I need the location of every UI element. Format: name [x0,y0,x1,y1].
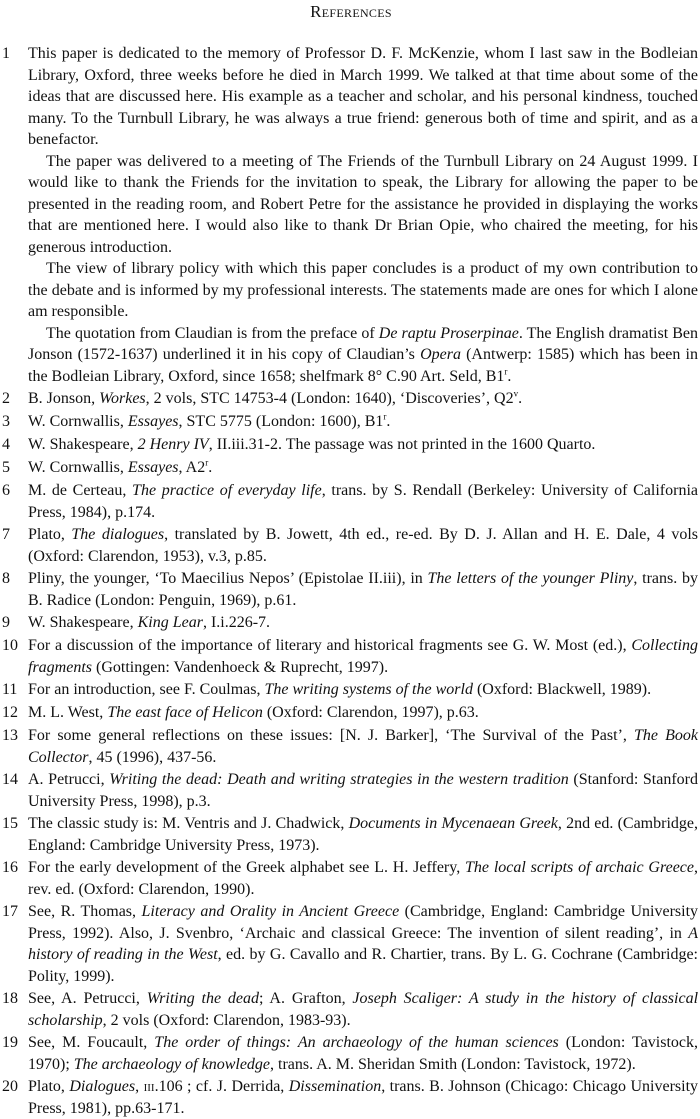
reference-number: 11 [2,681,18,698]
reference-item [2,988,700,1031]
reference-text [28,568,700,611]
reference-number: 7 [2,526,10,543]
reference-item [2,568,700,611]
reference-number: 3 [2,413,10,430]
reference-paragraph: The view of library policy with which this paper concludes is a product of my own contribution to the debate and is informed by my professional interests. The statements made are ones for which I alone am responsible. [28,260,698,320]
reference-text [28,524,700,567]
reference-text [28,457,700,479]
reference-item [2,813,700,856]
reference-item [2,524,700,567]
reference-item [2,1076,700,1119]
reference-paragraph: Plato, Dialogues, iii.106 ; cf. J. Derrida, Dissemination, trans. B. Johnson (Chicago: Chicago University Press, 1981), pp.63-171. [28,1078,699,1117]
reference-text [28,480,700,523]
reference-item [2,457,700,479]
reference-number: 17 [2,903,18,920]
reference-number: 10 [2,637,18,654]
reference-item [2,480,700,523]
reference-item [2,411,700,433]
reference-text [28,635,700,678]
reference-number: 13 [2,727,18,744]
reference-number: 18 [2,990,18,1007]
reference-paragraph: W. Shakespeare, King Lear, I.i.226-7. [28,614,271,631]
page-title: References [310,2,392,21]
reference-item [2,612,700,634]
reference-item [2,769,700,812]
reference-number: 8 [2,570,10,587]
reference-text [28,411,700,433]
reference-text [28,901,700,987]
reference-text [28,725,700,768]
reference-item [2,1032,700,1075]
reference-paragraph: The classic study is: M. Ventris and J. Chadwick, Documents in Mycenaean Greek, 2nd ed. (Cambridge, England: Cambridge University Press, 1973). [28,815,699,854]
reference-item [2,702,700,724]
reference-text [28,702,700,724]
reference-number: 12 [2,704,18,721]
reference-number: 9 [2,614,10,631]
reference-text [28,769,700,812]
reference-paragraph: W. Shakespeare, 2 Henry IV, II.iii.31-2. The passage was not printed in the 1600 Quarto. [28,436,596,453]
reference-text [28,434,700,456]
reference-text [28,679,700,701]
reference-item [2,635,700,678]
reference-paragraph: See, A. Petrucci, Writing the dead; A. Grafton, Joseph Scaliger: A study in the history of classical scholarship, 2 vols (Oxford: Clarendon, 1983-93). [28,990,699,1029]
references-list [2,43,700,1119]
reference-text [28,388,700,410]
reference-text [28,813,700,856]
reference-paragraph: Pliny, the younger, ‘To Maecilius Nepos’ (Epistolae II.iii), in The letters of the younger Pliny, trans. by B. Radice (London: Penguin, 1969), p.61. [28,570,698,609]
reference-number: 4 [2,436,10,453]
reference-text [28,612,700,634]
reference-paragraph: See, R. Thomas, Literacy and Orality in Ancient Greece (Cambridge, England: Cambridge University Press, 1992). Also, J. Svenbro, ‘Archaic and classical Greece: The invention of silent reading’, in A history of reading in the West, ed. by G. Cavallo and R. Chartier, trans. By L. G. Cochrane (Cambridge: Polity, 1999). [28,903,699,985]
reference-text [28,1076,700,1119]
reference-number: 14 [2,771,18,788]
reference-number: 2 [2,390,10,407]
reference-paragraph: For an introduction, see F. Coulmas, The writing systems of the world (Oxford: Blackwell, 1989). [28,681,652,698]
reference-number: 16 [2,859,18,876]
reference-item [2,679,700,701]
reference-number: 6 [2,482,10,499]
reference-number: 20 [2,1078,18,1095]
reference-paragraph: For the early development of the Greek alphabet see L. H. Jeffery, The local scripts of archaic Greece, rev. ed. (Oxford: Clarendon, 1990). [28,859,699,898]
reference-paragraph: M. de Certeau, The practice of everyday life, trans. by S. Rendall (Berkeley: University of California Press, 1984), p.174. [28,482,698,521]
reference-item [2,725,700,768]
reference-paragraph: A. Petrucci, Writing the dead: Death and writing strategies in the western tradition (Stanford: Stanford University Press, 1998), p.3. [28,771,699,810]
reference-paragraph: W. Cornwallis, Essayes, STC 5775 (London: 1600), B1$^r$. [28,411,391,430]
reference-item [2,434,700,456]
reference-paragraph: Plato, The dialogues, translated by B. Jowett, 4th ed., re-ed. By D. J. Allan and H. E. Dale, 4 vols (Oxford: Clarendon, 1953), v.3, p.85. [28,526,699,565]
reference-paragraph: This paper is dedicated to the memory of Professor D. F. McKenzie, whom I last saw in the Bodleian Library, Oxford, three weeks before he died in March 1999. We talked at that time about some of the ideas that are discussed here. His example as a teacher and scholar, and his personal kindness, touched many. To the Turnbull Library, he was always a true friend: generous both of time and spirit, and as a benefactor. [28,45,698,148]
reference-item [2,43,700,387]
reference-text [28,1032,700,1075]
reference-paragraph: For some general reflections on these issues: [N. J. Barker], ‘The Survival of the Past’, The Book Collector, 45 (1996), 437-56. [28,727,698,766]
reference-item [2,901,700,987]
reference-number: 5 [2,459,10,476]
reference-paragraph: M. L. West, The east face of Helicon (Oxford: Clarendon, 1997), p.63. [28,704,479,721]
reference-number: 1 [2,45,10,62]
reference-paragraph: See, M. Foucault, The order of things: An archaeology of the human sciences (London: Tavistock, 1970); The archaeology of knowledge, trans. A. M. Sheridan Smith (London: Tavistock, 1972). [28,1034,698,1073]
reference-text [28,988,700,1031]
reference-text [28,43,700,387]
reference-paragraph: The quotation from Claudian is from the preface of De raptu Proserpinae. The English dramatist Ben Jonson (1572-1637) underlined it in his copy of Claudian’s Opera (Antwerp: 1585) which has been in the Bodleian Library, Oxford, since 1658; shelfmark 8° C.90 Art. Seld, B1$^r$. [28,324,699,385]
reference-item [2,388,700,410]
reference-item [2,857,700,900]
reference-paragraph: W. Cornwallis, Essayes, A2$^r$. [28,457,213,476]
reference-paragraph: The paper was delivered to a meeting of The Friends of the Turnbull Library on 24 August 1999. I would like to thank the Friends for the invitation to speak, the Library for allowing the paper to be presented in the reading room, and Robert Petre for the assistance he provided in displaying the works that are mentioned here. I would also like to thank Dr Brian Opie, who chaired the meeting, for his generous introduction. [28,152,698,256]
reference-number: 15 [2,815,18,832]
reference-number: 19 [2,1034,18,1051]
reference-paragraph: For a discussion of the importance of literary and historical fragments see G. W. Most (ed.), Collecting fragments (Gottingen: Vandenhoeck & Ruprecht, 1997). [28,637,698,676]
reference-text [28,857,700,900]
reference-paragraph: B. Jonson, Workes, 2 vols, STC 14753-4 (London: 1640), ‘Discoveries’, Q2$^v$. [28,388,523,407]
